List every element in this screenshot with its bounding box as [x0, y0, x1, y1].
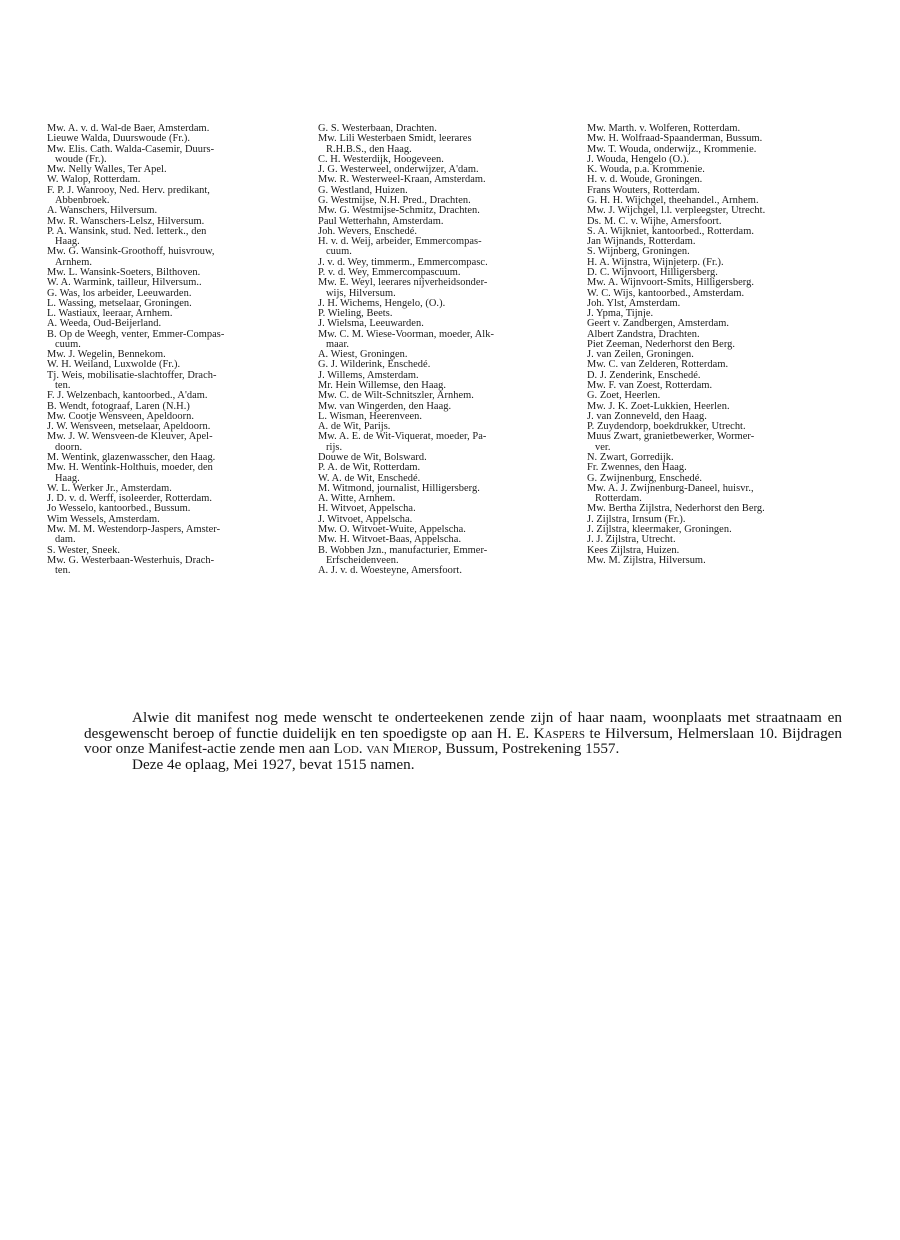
signatory-line: J. v. d. Wey, timmerm., Emmercompasc.	[318, 256, 488, 268]
signatory-line: W. A. Warmink, tailleur, Hilversum..	[47, 277, 202, 289]
signatory-entry	[47, 556, 299, 577]
signatory-line-continued: ten.	[55, 380, 71, 392]
signatory-line: Mw. A. v. d. Wal-de Baer, Amsterdam.	[47, 123, 210, 134]
signatory-line: J. W. Wensveen, metselaar, Apeldoorn.	[47, 421, 211, 433]
signatory-line: P. A. Wansink, stud. Ned. letterk., den	[47, 225, 207, 237]
signatory-entry	[47, 330, 299, 351]
signatory-line: J. Zijlstra, Irnsum (Fr.).	[587, 513, 686, 525]
signatory-line: L. Wassing, metselaar, Groningen.	[47, 297, 192, 309]
signatory-entry	[47, 206, 299, 216]
signatory-line: H. v. d. Woude, Groningen.	[587, 174, 703, 186]
signatory-entry	[587, 432, 849, 453]
signatory-entry	[47, 525, 299, 546]
signatory-line: Mw. H. Witvoet-Baas, Appelscha.	[318, 534, 462, 546]
signatory-entry	[47, 227, 299, 248]
signatory-line: S. A. Wijkniet, kantoorbed., Rotterdam.	[587, 225, 754, 237]
signatory-line: P. Wieling, Beets.	[318, 308, 393, 320]
signatory-line: Mw. J. W. Wensveen-de Kleuver, Apel-	[47, 431, 213, 443]
signatory-line: Mw. R. Wanschers-Lelsz, Hilversum.	[47, 215, 205, 227]
column-right	[587, 124, 849, 566]
signatory-line: L. Wisman, Heerenveen.	[318, 410, 423, 422]
signatory-line: A. de Wit, Parijs.	[318, 421, 391, 433]
signatory-line: A. Wanschers, Hilversum.	[47, 205, 158, 217]
signatory-line: G. Was, los arbeider, Leeuwarden.	[47, 287, 192, 299]
signatory-entry	[47, 145, 299, 166]
signatory-line: J. Wielsma, Leeuwarden.	[318, 318, 424, 330]
signatory-line: G. Westmijse, N.H. Pred., Drachten.	[318, 194, 471, 206]
signatory-entry	[587, 278, 849, 288]
contact-name-mierop: Lod. van Mierop	[333, 740, 438, 758]
signatory-line: Mw. G. Westmijse-Schmitz, Drachten.	[318, 205, 480, 217]
signatory-line: Geert v. Zandbergen, Amsterdam.	[587, 318, 730, 330]
notice-text-part1: Alwie dit manifest nog mede wenscht te onderteekenen zende zijn of haar naam, woonplaats met straatnaam en desgewenscht beroep of functie duidelijk en ten spoedigste op aan H. E.	[84, 709, 842, 742]
signatory-line: Lieuwe Walda, Duurswoude (Fr.).	[47, 133, 191, 145]
signatory-line: A. Wiest, Groningen.	[318, 349, 408, 361]
signatory-line: J. D. v. d. Werff, isoleerder, Rotterdam.	[47, 493, 213, 505]
signatory-line: Mw. A. J. Zwijnenburg-Daneel, huisvr.,	[587, 482, 754, 494]
signatory-entry	[318, 206, 570, 216]
signatory-line-continued: cuum.	[55, 338, 81, 350]
signatory-line: G. J. Wilderink, Enschedé.	[318, 359, 431, 371]
signatory-line: G. Zoet, Heerlen.	[587, 390, 661, 402]
signatory-line: J. Willems, Amsterdam.	[318, 369, 419, 381]
signatory-entry	[587, 535, 849, 545]
signatory-line-continued: Erfscheidenveen.	[326, 554, 399, 566]
signatory-entry	[47, 247, 299, 268]
signatory-line: Muus Zwart, granietbewerker, Wormer-	[587, 431, 755, 443]
signatory-line-continued: Arnhem.	[55, 256, 92, 268]
signatory-line: G. H. H. Wijchgel, theehandel., Arnhem.	[587, 194, 759, 206]
signatory-entry	[318, 134, 570, 155]
signatory-line: Fr. Zwennes, den Haag.	[587, 462, 687, 474]
edition-note: Deze 4e oplaag, Mei 1927, bevat 1515 namen.	[132, 755, 415, 773]
signatory-line: K. Wouda, p.a. Krommenie.	[587, 164, 705, 176]
signatory-line: Piet Zeeman, Nederhorst den Berg.	[587, 338, 736, 350]
signatory-line: Wim Wessels, Amsterdam.	[47, 513, 160, 525]
signatory-line: Mw. Cootje Wensveen, Apeldoorn.	[47, 410, 195, 422]
notice-text-part3: , Bussum, Postrekening 1557.	[437, 740, 620, 758]
signatory-line-continued: Abbenbroek.	[55, 194, 110, 206]
signatory-line: Mw. M. M. Westendorp-Jaspers, Amster-	[47, 523, 221, 535]
signatory-line: W. Walop, Rotterdam.	[47, 174, 141, 186]
signatory-line: Mw. Nelly Walles, Ter Apel.	[47, 164, 167, 176]
signatory-line: A. J. v. d. Woesteyne, Amersfoort.	[318, 565, 463, 577]
signatory-line: M. Witmond, journalist, Hilligersberg.	[318, 482, 480, 494]
signatory-line: A. Weeda, Oud-Beijerland.	[47, 318, 162, 330]
signatory-line-continued: R.H.B.S., den Haag.	[326, 143, 412, 155]
signatory-line: Frans Wouters, Rotterdam.	[587, 184, 700, 196]
signatory-line: Mw. J. K. Zoet-Lukkien, Heerlen.	[587, 400, 730, 412]
signatory-line: Joh. Ylst, Amsterdam.	[587, 297, 681, 309]
signatory-line: Mw. H. Wentink-Holthuis, moeder, den	[47, 462, 213, 474]
signatory-line: Mw. L. Wansink-Soeters, Bilthoven.	[47, 266, 201, 278]
signatory-entry	[587, 484, 849, 505]
signatory-line: Albert Zandstra, Drachten.	[587, 328, 700, 340]
signatory-line-continued: wijs, Hilversum.	[326, 287, 396, 299]
signatory-line-continued: ten.	[55, 565, 71, 577]
signatory-entry	[318, 278, 570, 299]
notice-text-part2: te Hilversum, Helmerslaan 10. Bijdragen voor onze Manifest-actie zende men aan	[84, 724, 843, 758]
signatory-line: J. G. Westerweel, onderwijzer, A'dam.	[318, 164, 479, 176]
signatory-line-continued: Haag.	[55, 236, 80, 248]
signatory-line: Kees Zijlstra, Huizen.	[587, 544, 680, 556]
signatory-line: M. Wentink, glazenwasscher, den Haag.	[47, 452, 216, 463]
contact-name-kaspers: Kaspers	[533, 724, 585, 742]
signatory-line: H. A. Wijnstra, Wijnjeterp. (Fr.).	[587, 256, 724, 268]
signatory-line: Ds. M. C. v. Wijhe, Amersfoort.	[587, 215, 722, 227]
signatory-line-continued: maar.	[326, 338, 350, 350]
signatory-line: P. A. de Wit, Rotterdam.	[318, 462, 421, 474]
signatory-entry	[318, 237, 570, 258]
signatory-line-continued: woude (Fr.).	[55, 153, 107, 165]
signatory-line: Douwe de Wit, Bolsward.	[318, 452, 427, 463]
column-left	[47, 124, 299, 576]
signatory-entry	[587, 556, 849, 566]
signatory-line: Mw. van Wingerden, den Haag.	[318, 400, 452, 412]
signatory-line: Tj. Weis, mobilisatie-slachtoffer, Drach-	[47, 369, 217, 381]
signatory-line: Mw. E. Weyl, leerares nijverheidsonder-	[318, 277, 488, 289]
column-middle	[318, 124, 570, 576]
signatory-line: J. Wouda, Hengelo (O.).	[587, 153, 689, 165]
signatory-line: Mr. Hein Willemse, den Haag.	[318, 380, 447, 392]
signatory-line: J. J. Zijlstra, Utrecht.	[587, 534, 676, 546]
signatory-line-continued: Haag.	[55, 472, 80, 484]
signatory-line: H. Witvoet, Appelscha.	[318, 503, 416, 515]
signatory-entry	[47, 186, 299, 207]
signatory-line: F. J. Welzenbach, kantoorbed., A'dam.	[47, 390, 208, 402]
signatory-line: J. H. Wichems, Hengelo, (O.).	[318, 297, 446, 309]
signatory-list	[0, 124, 900, 704]
signatory-line: L. Wastiaux, leeraar, Arnhem.	[47, 308, 173, 320]
signatory-line-continued: ver.	[595, 441, 611, 453]
signatory-line: D. C. Wijnvoort, Hilligersberg.	[587, 266, 718, 278]
signatory-line: Jan Wijnands, Rotterdam.	[587, 236, 696, 248]
signatory-entry	[318, 566, 570, 576]
signatory-line: W. A. de Wit, Enschedé.	[318, 472, 421, 484]
signatory-entry	[47, 432, 299, 453]
signatory-line: Paul Wetterhahn, Amsterdam.	[318, 215, 444, 227]
signatory-line: J. van Zonneveld, den Haag.	[587, 410, 707, 422]
signatory-line: B. Wendt, fotograaf, Laren (N.H.)	[47, 400, 190, 412]
signatory-line-continued: rijs.	[326, 441, 343, 453]
signatory-line: Mw. O. Witvoet-Wuite, Appelscha.	[318, 523, 466, 535]
signatory-line: Mw. G. Wansink-Groothoff, huisvrouw,	[47, 246, 215, 258]
signatory-line: S. Wijnberg, Groningen.	[587, 246, 690, 258]
signing-notice	[84, 710, 842, 772]
signatory-line: G. Zwijnenburg, Enschedé.	[587, 472, 703, 484]
signatory-line: J. Witvoet, Appelscha.	[318, 513, 413, 525]
signatory-line: J. van Zeilen, Groningen.	[587, 349, 694, 361]
signatory-line: Mw. T. Wouda, onderwijz., Krommenie.	[587, 143, 757, 155]
signatory-line: F. P. J. Wanrooy, Ned. Herv. predikant,	[47, 184, 210, 196]
signatory-line: Mw. Marth. v. Wolferen, Rotterdam.	[587, 123, 741, 134]
signatory-entry	[47, 463, 299, 484]
signatory-line: Mw. A. E. de Wit-Viquerat, moeder, Pa-	[318, 431, 487, 443]
signatory-line: D. J. Zenderink, Enschedé.	[587, 369, 701, 381]
signatory-line: Mw. G. Westerbaan-Westerhuis, Drach-	[47, 554, 215, 566]
signatory-line: J. Zijlstra, kleermaker, Groningen.	[587, 523, 732, 535]
signatory-line: C. H. Westerdijk, Hoogeveen.	[318, 153, 444, 165]
signatory-line: Mw. Lili Westerbaen Smidt, leerares	[318, 133, 472, 145]
signatory-line: Mw. Elis. Cath. Walda-Casemir, Duurs-	[47, 143, 215, 155]
signatory-line: P. v. d. Wey, Emmercompascuum.	[318, 266, 461, 278]
signatory-entry	[47, 278, 299, 288]
signatory-entry	[318, 535, 570, 545]
signatory-line: W. C. Wijs, kantoorbed., Amsterdam.	[587, 287, 745, 299]
signatory-line: Mw. A. Wijnvoort-Smits, Hilligersberg.	[587, 277, 754, 289]
signatory-entry	[587, 206, 849, 216]
signatory-line: Mw. C. de Wilt-Schnitszler, Arnhem.	[318, 390, 474, 402]
notice-paragraph	[84, 710, 842, 757]
signatory-line: N. Zwart, Gorredijk.	[587, 452, 674, 463]
signatory-line: B. Wobben Jzn., manufacturier, Emmer-	[318, 544, 488, 556]
signatory-entry	[318, 330, 570, 351]
signatory-line: Joh. Wevers, Enschedé.	[318, 225, 418, 237]
signatory-line: J. Ypma, Tijnje.	[587, 308, 654, 320]
signatory-entry	[47, 371, 299, 392]
signatory-line-continued: cuum.	[326, 246, 352, 258]
signatory-line: S. Wester, Sneek.	[47, 544, 120, 556]
signatory-line: Mw. M. Zijlstra, Hilversum.	[587, 554, 706, 566]
signatory-line-continued: dam.	[55, 534, 76, 546]
signatory-line-continued: doorn.	[55, 441, 83, 453]
signatory-line: G. S. Westerbaan, Drachten.	[318, 123, 437, 134]
signatory-line: Mw. C. M. Wiese-Voorman, moeder, Alk-	[318, 328, 494, 340]
signatory-line: H. v. d. Weij, arbeider, Emmercompas-	[318, 236, 482, 248]
signatory-line: W. L. Werker Jr., Amsterdam.	[47, 482, 172, 494]
signatory-line: A. Witte, Arnhem.	[318, 493, 396, 505]
signatory-line: G. Westland, Huizen.	[318, 184, 408, 196]
signatory-line: Mw. F. van Zoest, Rotterdam.	[587, 380, 713, 392]
signatory-entry	[318, 432, 570, 453]
signatory-line: Mw. C. van Zelderen, Rotterdam.	[587, 359, 729, 371]
signatory-line-continued: Rotterdam.	[595, 493, 642, 505]
signatory-line: W. H. Weiland, Luxwolde (Fr.).	[47, 359, 181, 371]
signatory-line: Mw. J. Wijchgel, l.l. verpleegster, Utrecht.	[587, 205, 766, 217]
signatory-line: B. Op de Weegh, venter, Emmer-Compas-	[47, 328, 225, 340]
signatory-entry	[318, 546, 570, 567]
signatory-line: P. Zuydendorp, boekdrukker, Utrecht.	[587, 421, 746, 433]
signatory-line: Mw. Bertha Zijlstra, Nederhorst den Berg.	[587, 503, 765, 515]
signatory-line: Jo Wesselo, kantoorbed., Bussum.	[47, 503, 191, 515]
signatory-line: Mw. J. Wegelin, Bennekom.	[47, 349, 166, 361]
signatory-line: Mw. H. Wolfraad-Spaanderman, Bussum.	[587, 133, 763, 145]
signatory-line: Mw. R. Westerweel-Kraan, Amsterdam.	[318, 174, 486, 186]
